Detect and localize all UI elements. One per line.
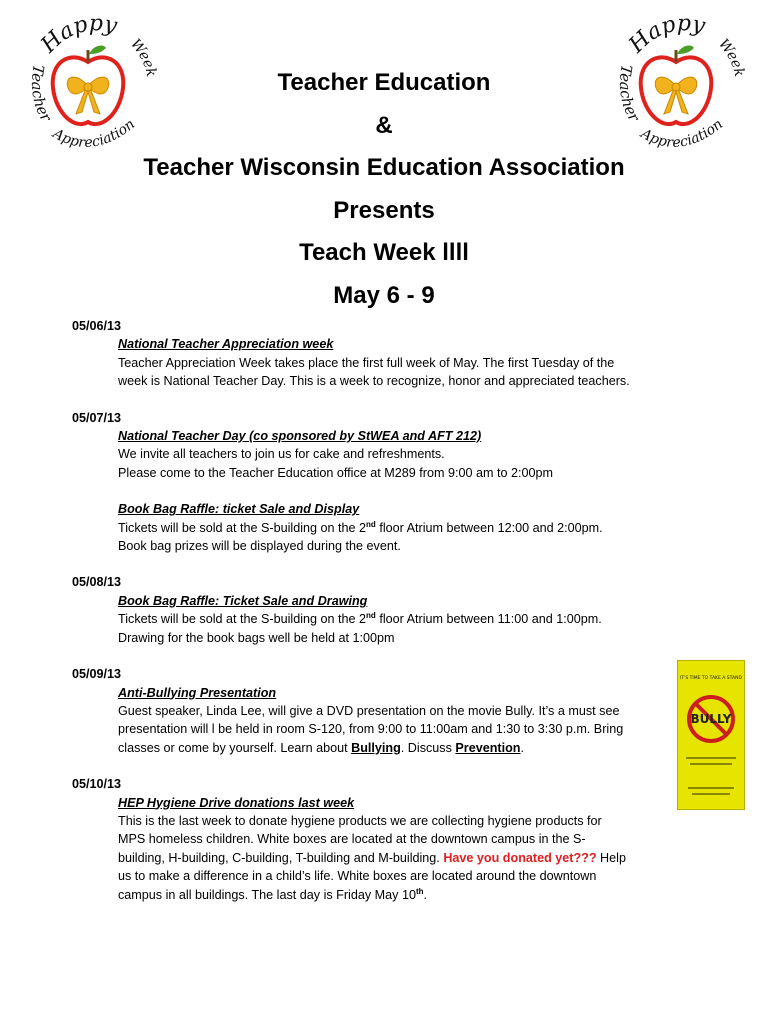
event-title: Book Bag Raffle: Ticket Sale and Drawing (118, 593, 368, 608)
event-item (72, 335, 682, 390)
event-title: Anti-Bullying Presentation (118, 685, 277, 700)
logo-text-appreciation: Appreciation (638, 116, 727, 152)
section-date: 05/10/13 (72, 777, 122, 792)
section-date: 05/08/13 (72, 575, 122, 590)
title-dates: May 6 - 9 (333, 281, 435, 309)
flyer-title (0, 62, 768, 317)
section-date: 05/06/13 (72, 319, 122, 333)
title-teach-week: Teach Week llll (299, 239, 469, 266)
logo-text-week: Week (715, 36, 748, 79)
svg-text:Happy (36, 14, 120, 59)
section-date: 05/09/13 (72, 667, 122, 682)
event-text: campus in all buildings. The last day is Friday May 10th. (118, 886, 428, 902)
prevention-keyword: Prevention (455, 740, 521, 755)
event-text: Please come to the Teacher Education office at M289 from 9:00 am to 2:00pm (118, 465, 553, 480)
event-text: presentation will l be held in room S-120, from 9:00 to 11:00am and 1:30 to 3:30 p.m. Bring (118, 722, 624, 737)
event-text: Teacher Appreciation Week takes place the first full week of May. The first Tuesday of the (118, 355, 615, 370)
poster-title: BULLY (690, 712, 732, 726)
bully-movie-poster (677, 660, 745, 810)
schedule-day-0506 (72, 317, 682, 391)
schedule-day-0508 (72, 573, 682, 647)
event-text: Book bag prizes will be displayed during the event. (118, 539, 401, 554)
schedule-day-0509 (72, 665, 682, 757)
title-association: Teacher Wisconsin Education Association (143, 154, 625, 181)
schedule-day-0507 (72, 409, 682, 556)
event-text: week is National Teacher Day. This is a week to recognize, honor and appreciated teachers. (118, 374, 630, 389)
event-text: us to make a difference in a child’s life. White boxes are located around the downtown (118, 869, 597, 884)
title-ampersand: & (375, 111, 393, 139)
event-text: building, H-building, C-building, T-building and M-building. Have you donated yet??? Help (118, 850, 626, 865)
event-title: Book Bag Raffle: ticket Sale and Display (118, 502, 360, 517)
event-item (72, 684, 682, 758)
event-text: Tickets will be sold at the S-building on the 2nd floor Atrium between 12:00 and 2:00pm. (118, 519, 603, 535)
logo-text-teacher: Teacher (27, 63, 56, 125)
schedule (72, 317, 682, 922)
poster-tagline: IT'S TIME TO TAKE A STAND (680, 676, 742, 681)
bullying-keyword: Bullying (351, 740, 401, 755)
event-text: We invite all teachers to join us for cake and refreshments. (118, 447, 445, 462)
donation-callout: Have you donated yet??? (443, 850, 597, 865)
schedule-day-0510 (72, 775, 682, 904)
section-date: 05/07/13 (72, 410, 122, 425)
logo-text-week: Week (127, 36, 160, 79)
event-item (72, 427, 682, 482)
event-text: classes or come by yourself. Learn about Bullying. Discuss Prevention. (118, 740, 524, 755)
event-item (72, 500, 682, 555)
title-presents: Presents (333, 196, 435, 224)
event-text: This is the last week to donate hygiene products we are collecting hygiene products for (118, 813, 602, 828)
event-text: Tickets will be sold at the S-building on the 2nd floor Atrium between 11:00 and 1:00pm. (118, 611, 602, 627)
event-item (72, 592, 682, 647)
logo-text-teacher: Teacher (615, 63, 644, 125)
logo-text-happy: Happy (36, 14, 120, 58)
event-item (72, 794, 682, 904)
event-text: Drawing for the book bags well be held at 1:00pm (118, 630, 395, 645)
event-title: National Teacher Day (co sponsored by StWEA and AFT 212) (118, 429, 482, 444)
event-title: National Teacher Appreciation week (118, 337, 334, 352)
event-text: Guest speaker, Linda Lee, will give a DVD presentation on the movie Bully. It’s a must see (118, 703, 620, 718)
event-text: MPS homeless children. White boxes are located at the downtown campus in the S- (118, 832, 586, 847)
title-teacher-education: Teacher Education (277, 69, 491, 96)
logo-text-appreciation: Appreciation (50, 116, 139, 152)
event-title: HEP Hygiene Drive donations last week (118, 795, 355, 810)
logo-text-happy: Happy (624, 14, 708, 58)
svg-text:Happy (624, 14, 708, 59)
